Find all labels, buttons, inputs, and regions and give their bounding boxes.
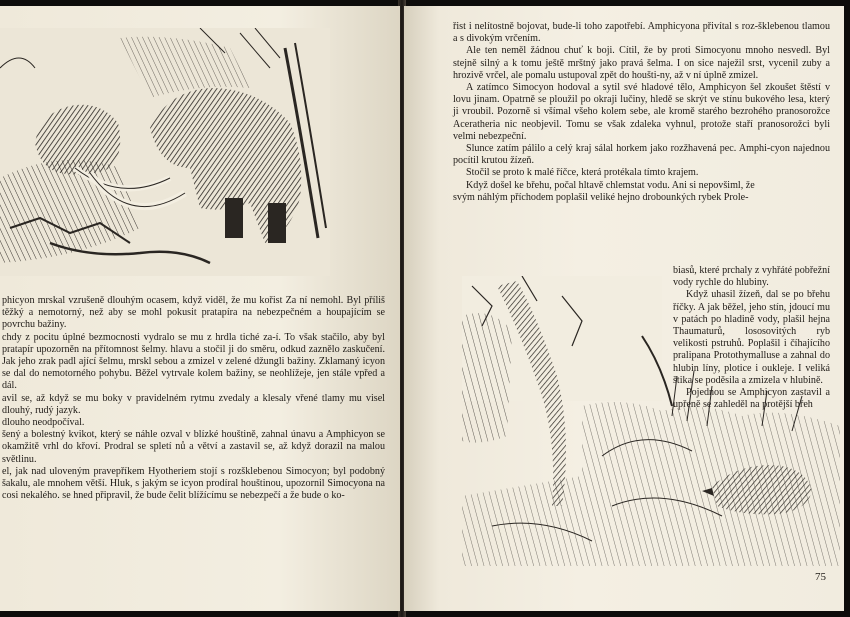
left-page	[0, 6, 400, 611]
paragraph: avil se, až když se mu boky v pravidelném rytmu zvedaly a klesaly vřené tlamy mu visel dlouhý, rudý jazyk.	[2, 392, 385, 416]
paragraph: Ale ten neměl žádnou chuť k boji. Cítil, že by proti Simocyonu mnoho nesvedl. Byl stejně silný a k tomu ještě mrštný jako pravá šelma. I on sice naježil srst, vycenil zuby a hrozivě vrčel, ale pomalu ustupoval zpět do houšti-ny, až v ní úplně zmizel.	[453, 45, 830, 81]
paragraph: el, jak nad uloveným pravepříkem Hyotheriem stojí s rozšklebenou Simocyon; byl podobný šakalu, ale mnohem větší. Hluk, s jakým se icyon prodíral houštinou, upozornil Simocyona na cosi nekalého. se hned připravil, že bude čelit blížícímu se nebezpečí a že bude o ko-	[2, 465, 385, 502]
illustration-mammoths	[0, 28, 330, 276]
paragraph: A zatímco Simocyon hodoval a sytil své hladové tělo, Amphicyon šel zkoušet štěstí v lovu jinam. Opatrně se ploužil po okraji lučiny, hledě se skrýt ve stínu bukového lesa, který ji vroubil. Pozorně si všímal všeho kolem sebe, ale kromě starého bezrohého pranosorožce Aceratheria nic neobjevil. Tomu se však zdaleka vyhnul, protože staří pranosorožci byli velmi nebezpeční.	[453, 82, 830, 142]
paragraph: řist i nelítostně bojovat, bude-li toho zapotřebí. Amphicyona přivítal s roz-šklebenou tlamou a s divokým vrčením.	[453, 21, 830, 45]
page-number: 75	[815, 571, 826, 583]
paragraph: dlouho neodpočíval.	[2, 417, 85, 429]
paragraph-line: svým náhlým příchodem poplašil veliké hejno drobounkých rybek Prole-	[453, 191, 749, 203]
illustration-riverbank	[462, 276, 840, 566]
paragraph: phicyon mrskal vzrušeně dlouhým ocasem, když viděl, že mu kořist Za ní nemohl. Byl příliš těžký a nemotorný, než aby se mohl pokusit pratapíra na nebezpečném a houpajícím se povrchu bažiny.	[2, 295, 385, 331]
paragraph-line: Když došel ke břehu, počal hltavě chlemstat vodu. Ani si nepovšiml, že	[466, 179, 755, 191]
right-text-block-top	[453, 21, 830, 204]
paragraph: Slunce zatím pálilo a celý kraj sálal horkem jako rozžhavená pec. Amphi-cyon najednou pocítil krutou žízeň.	[453, 143, 830, 167]
paragraph: chdy z pocitu úplné bezmocnosti vydralo se mu z hrdla tiché za-í. To však stačilo, aby byl pratapír upozorněn na přítomnost šelmy. hlavu a stočil ji do směru, odkud zaznělo zaskučení. Jak jeho zrak padl ající šelmu, mrskl sebou a zmizel v zelené džungli bažiny. Zklamaný icyon se dal do nemotorného pohybu. Běžel vytrvale kolem bažiny, se neohlížeje, jen stále vpřed a dál.	[2, 331, 385, 392]
left-text-block	[2, 295, 385, 502]
paragraph: biasů, které prchaly z vyhřáté pobřežní vody rychle do hlubiny.	[673, 265, 830, 289]
paragraph: Stočil se proto k malé říčce, která protékala tímto krajem.	[466, 167, 699, 179]
right-page	[404, 6, 844, 611]
paragraph: Pojednou se Amphicyon zastavil a upřeně se zahleděl na protější břeh	[673, 387, 830, 411]
paragraph: Když uhasil žízeň, dal se po břehu říčky. A jak běžel, jeho stín, jdoucí mu v patách po hladině vody, plašil hejna Thaumaturů, lososovitých ryb velikosti pstruhů. Poplašil i číhajícího pralipana Protothymalluse a zahnal do hlubin líny, plotice i oukleje. I veliká štika se poděsila a zmizela v hlubině.	[673, 289, 830, 386]
paragraph: šený a bolestný kvikot, který se náhle ozval v blízké houštině, zahnal únavu a Amphicyon se okamžitě vrhl do křoví. Prodral se spletí nů a větví a zastavil se, až když dorazil na malou světlinu.	[2, 429, 385, 465]
